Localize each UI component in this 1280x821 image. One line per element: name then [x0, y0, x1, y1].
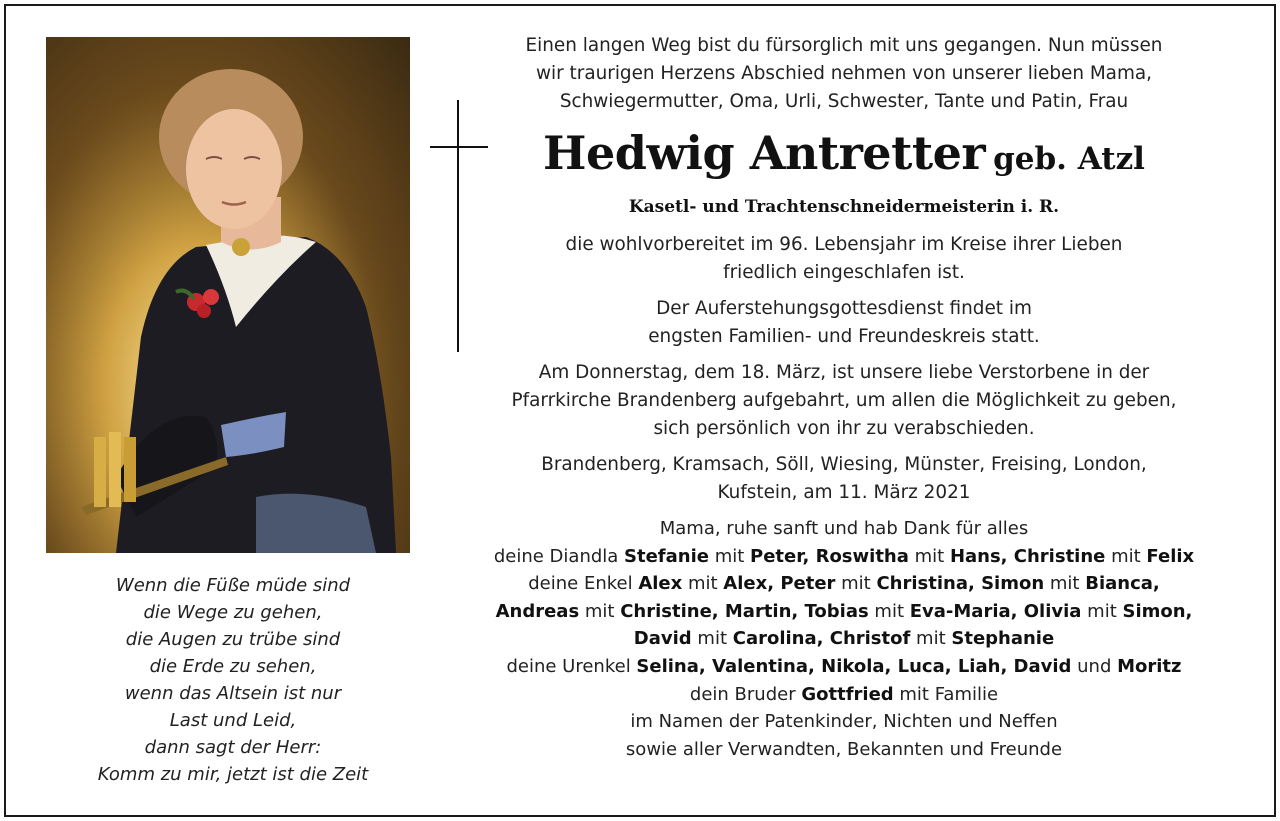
- family-name: Felix: [1146, 545, 1195, 567]
- family-name: Stephanie: [951, 628, 1055, 650]
- deceased-name: Hedwig Antretter: [543, 126, 986, 180]
- family-text: deine Urenkel: [506, 655, 637, 677]
- family-name: Simon,: [1122, 600, 1193, 622]
- viewing-line: sich persönlich von ihr zu verabschieden.: [653, 418, 1035, 439]
- place-date: [462, 451, 1226, 507]
- family-name: Peter, Roswitha: [750, 545, 909, 567]
- service-text: [462, 295, 1226, 351]
- family-text: Mama, ruhe sanft und hab Dank für alles: [659, 518, 1029, 539]
- viewing-text: [462, 359, 1226, 443]
- family-name: Carolina, Christof: [732, 628, 911, 650]
- intro-line: Schwiegermutter, Oma, Urli, Schwester, Tante und Patin, Frau: [559, 91, 1129, 112]
- family-name: Hans, Christine: [949, 545, 1106, 567]
- family-list: [462, 515, 1226, 763]
- place-date-line: Kufstein, am 11. März 2021: [717, 482, 971, 503]
- family-text: mit: [682, 573, 724, 595]
- family-text: mit: [908, 545, 950, 567]
- poem-line: die Erde zu sehen,: [149, 656, 317, 677]
- family-text: und: [1071, 655, 1118, 677]
- poem-line: Komm zu mir, jetzt ist die Zeit: [97, 764, 369, 785]
- intro-line: Einen langen Weg bist du fürsorglich mit uns gegangen. Nun müssen: [525, 35, 1163, 56]
- family-text: mit: [1044, 573, 1086, 595]
- viewing-line: Pfarrkirche Brandenberg aufgebahrt, um allen die Möglichkeit zu geben,: [511, 390, 1177, 411]
- family-name: Christina, Simon: [876, 573, 1045, 595]
- family-text: mit: [579, 600, 621, 622]
- passing-text: [462, 231, 1226, 287]
- family-line: [462, 625, 1226, 653]
- family-text: mit: [1081, 600, 1123, 622]
- poem-line: die Wege zu gehen,: [143, 602, 323, 623]
- family-name: Andreas: [495, 600, 580, 622]
- family-text: mit: [868, 600, 910, 622]
- family-text: mit: [835, 573, 877, 595]
- family-name: Selina, Valentina, Nikola, Luca, Liah, David: [636, 655, 1072, 677]
- family-name: Stefanie: [624, 545, 709, 567]
- family-name: Alex: [638, 573, 683, 595]
- deceased-name-line: [462, 124, 1226, 193]
- family-name: Bianca,: [1085, 573, 1160, 595]
- obituary-text: [462, 32, 1226, 763]
- family-line: [462, 708, 1226, 736]
- portrait-illustration: [46, 37, 410, 553]
- poem-line: dann sagt der Herr:: [144, 737, 322, 758]
- family-text: deine Enkel: [528, 573, 639, 595]
- passing-line: friedlich eingeschlafen ist.: [723, 262, 965, 283]
- intro-line: wir traurigen Herzens Abschied nehmen von unserer lieben Mama,: [536, 63, 1152, 84]
- family-line: [462, 681, 1226, 709]
- portrait-photo: [46, 37, 410, 553]
- cross-icon: [457, 100, 459, 352]
- family-name: David: [633, 628, 692, 650]
- birth-name: geb. Atzl: [993, 141, 1145, 177]
- family-line: [462, 736, 1226, 764]
- family-text: deine Diandla: [493, 545, 625, 567]
- family-line: [462, 598, 1226, 626]
- poem-line: Wenn die Füße müde sind: [115, 575, 351, 596]
- family-text: sowie aller Verwandten, Bekannten und Freunde: [625, 738, 1063, 760]
- family-text: mit Familie: [893, 683, 999, 705]
- family-text: mit: [708, 545, 751, 567]
- poem: [46, 572, 420, 788]
- poem-line: Last und Leid,: [169, 710, 297, 731]
- family-name: Alex, Peter: [723, 573, 836, 595]
- family-name: Christine, Martin, Tobias: [620, 600, 869, 622]
- family-line: [462, 515, 1226, 543]
- service-line: engsten Familien- und Freundeskreis statt.: [648, 326, 1040, 347]
- family-text: mit: [691, 628, 733, 650]
- family-name: Eva-Maria, Olivia: [909, 600, 1082, 622]
- family-line: [462, 653, 1226, 681]
- family-text: im Namen der Patenkinder, Nichten und Neffen: [630, 711, 1058, 733]
- family-text: dein Bruder: [689, 683, 802, 705]
- family-line: [462, 570, 1226, 598]
- poem-line: die Augen zu trübe sind: [125, 629, 341, 650]
- family-text: mit: [910, 628, 952, 650]
- family-line: [462, 543, 1226, 571]
- place-date-line: Brandenberg, Kramsach, Söll, Wiesing, Münster, Freising, London,: [541, 454, 1147, 475]
- family-name: Gottfried: [801, 683, 894, 705]
- family-name: Moritz: [1117, 655, 1182, 677]
- intro: [462, 32, 1226, 116]
- poem-line: wenn das Altsein ist nur: [124, 683, 342, 704]
- profession: Kasetl- und Trachtenschneidermeisterin i. R.: [628, 197, 1060, 217]
- family-text: mit: [1105, 545, 1147, 567]
- service-line: Der Auferstehungsgottesdienst findet im: [656, 298, 1032, 319]
- passing-line: die wohlvorbereitet im 96. Lebensjahr im Kreise ihrer Lieben: [565, 234, 1123, 255]
- viewing-line: Am Donnerstag, dem 18. März, ist unsere liebe Verstorbene in der: [538, 362, 1150, 383]
